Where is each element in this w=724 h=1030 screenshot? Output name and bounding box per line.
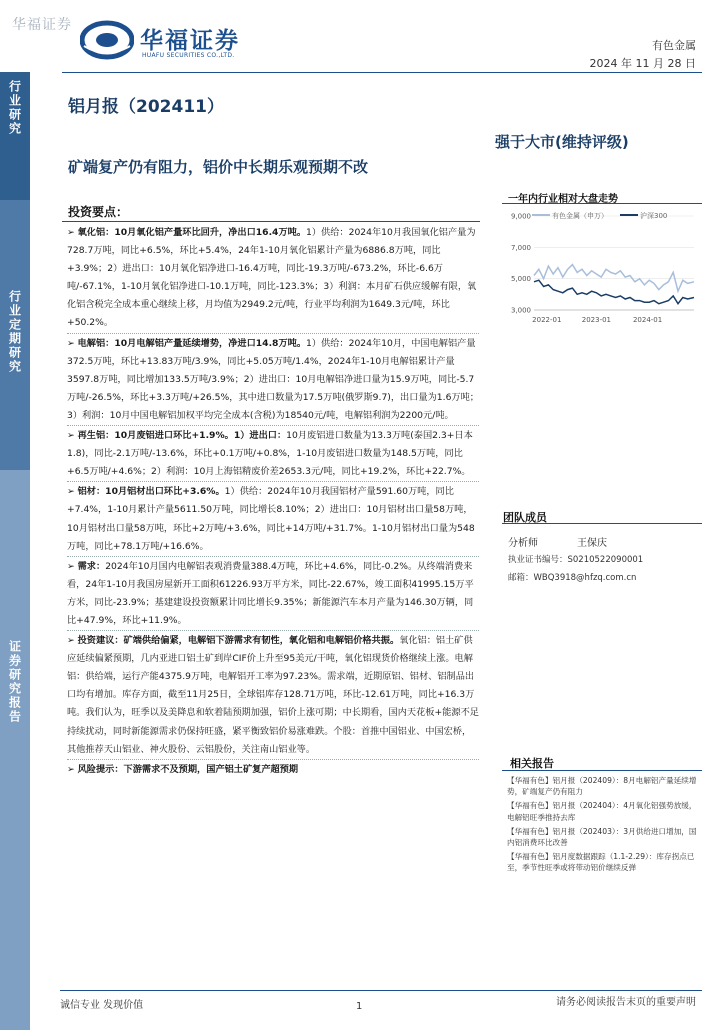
- logo-subtext: HUAFU SECURITIES CO.,LTD.: [142, 52, 235, 59]
- report-subtitle: 矿端复产仍有阻力，铝价中长期乐观预期不改: [68, 158, 369, 176]
- x-tick-label: 2022-01: [532, 316, 562, 324]
- para-heading: 铝材：10月铝材出口环比+3.6%。: [77, 486, 225, 498]
- analyst-name: 王保庆: [577, 538, 607, 549]
- related-link[interactable]: 【华福有色】铝月报（202409）：8月电解铝产量延续增势，矿端复产仍有阻力: [507, 776, 697, 797]
- team-rule: [502, 523, 702, 524]
- sidebar-label-periodic: 行业定期研究: [7, 290, 22, 374]
- bullet-icon: ➢: [67, 337, 75, 349]
- sidebar-block-3: [0, 470, 30, 1030]
- trend-chart: [502, 206, 702, 330]
- para-recycled: [67, 427, 479, 481]
- bullet-icon: ➢: [67, 763, 75, 775]
- related-list: [507, 775, 697, 877]
- series-line-sector: [534, 265, 694, 292]
- para-text: 氧化铝：铝土矿供应延续偏紧预期，几内亚进口铝土矿到岸CIF价上升至95美元/干吨，氧化铝现货价格继续上涨。电解铝：供给端，运行产能4375.9万吨，电解铝开工率为97.23%。需求端，近期原铝、铝材、铝制品出口均有增加。库存方面，截至11月25日，全球铝库存128.71万吨，环比-12.61万吨，同比+16.3万吨。我们认为，旺季以及美降息和软着陆预期加强，铝价上涨可期；中长期看，国内天花板+能源不足持续扰动，同时新能源需求仍保持旺盛，紧平衡致铝价易涨难跌。个股：首推中国铝业、中国宏桥，其他推荐天山铝业、神火股份、云铝股份，关注南山铝业等。: [67, 635, 479, 755]
- divider: [67, 759, 479, 760]
- divider: [67, 481, 479, 482]
- bullet-icon: ➢: [67, 486, 75, 498]
- analyst-role: 分析师: [508, 538, 538, 549]
- watermark: 华福证券: [12, 17, 72, 33]
- para-aluminum-products: [67, 483, 479, 555]
- x-tick-label: 2023-01: [581, 316, 612, 324]
- divider: [67, 556, 479, 557]
- chart-title: 一年内行业相对大盘走势: [508, 194, 618, 205]
- para-electrolytic: [67, 335, 479, 425]
- para-investment: [67, 632, 479, 759]
- footer-slogan: 诚信专业 发现价值: [60, 1000, 144, 1011]
- company-logo-icon: [80, 20, 134, 60]
- para-alumina: [67, 224, 479, 333]
- para-text: 1）供给：2024年10月我国铝材产量591.60万吨，同比+7.4%，1-10月累计产量5611.50万吨，同比增长8.10%；2）进出口：10月铝材出口量58万吨，10月铝材出口量58万吨，环比+2万吨/+3.6%，同比+14万吨/+31.7%。1-10月铝材出口量为548万吨，同比+78.1万吨/+16.6%。: [67, 486, 475, 552]
- para-heading: 氧化铝：10月氧化铝产量环比回升，净出口16.4万吨。: [77, 227, 307, 238]
- legend-swatch-sector: [532, 214, 550, 216]
- para-risk: [67, 761, 479, 779]
- related-link[interactable]: 【华福有色】铝月度数据跟踪（1.1-2.29）：库存拐点已至，季节性旺季或将带动铝价继续反弹: [507, 852, 695, 873]
- para-text: 10月废铝进口数量为13.3万吨(泰国2.3+日本1.8)，同比-2.1万吨/-13.6%，环比+0.1万吨/+0.8%，1-10月废铝进口数量为148.5万吨，同比+6.5万吨/+4.6%；2）利润：10月上海铝精废价差2653.3元/吨，同比+19.2%，环比+22.7%。: [67, 430, 473, 478]
- related-link[interactable]: 【华福有色】铝月报（202403）：3月供给进口增加，国内铝消费环比改善: [507, 826, 697, 848]
- related-rule: [502, 770, 702, 771]
- report-title: 铝月报（202411）: [68, 97, 224, 117]
- bullet-icon: ➢: [67, 227, 75, 238]
- sidebar-label-report: 证券研究报告: [7, 640, 22, 724]
- sidebar-label-industry: 行业研究: [7, 80, 22, 136]
- analyst-email: 邮箱：WBQ3918@hfzq.com.cn: [508, 573, 637, 583]
- y-tick-label: 3,000: [510, 306, 531, 315]
- para-heading: 电解铝：10月电解铝产量延续增势，净进口14.8万吨。: [77, 337, 307, 349]
- body-text: [67, 224, 479, 779]
- legend-label-csi300: 沪深300: [640, 212, 668, 220]
- sidebar-block-1: [0, 72, 30, 200]
- para-heading: 需求：: [77, 560, 106, 572]
- related-link[interactable]: 【华福有色】铝月报（202404）：4月氧化铝强势放缓，电解铝旺季推持去库: [507, 801, 697, 822]
- sidebar-block-2: [0, 200, 30, 470]
- chart-grid: [534, 216, 694, 310]
- chart-y-ticks: [511, 213, 531, 315]
- chart-series: [534, 265, 694, 304]
- chart-legend: [532, 211, 667, 220]
- y-tick-label: 7,000: [510, 243, 531, 252]
- legend-swatch-csi300: [620, 214, 638, 216]
- bullet-icon: ➢: [67, 430, 75, 442]
- divider: [67, 425, 479, 426]
- logo-text: 华福证券: [140, 28, 240, 54]
- page-number: 1: [356, 1001, 363, 1012]
- rating: 强于大市(维持评级): [495, 133, 629, 151]
- bullet-icon: ➢: [67, 635, 75, 647]
- para-heading: 风险提示：下游需求不及预期，国产铝土矿复产超预期: [77, 763, 299, 775]
- para-heading: 再生铝：10月废铝进口环比+1.9%。1）进出口：: [77, 430, 287, 442]
- footer-rule: [60, 990, 702, 991]
- series-line-csi300: [534, 280, 694, 304]
- legend-label-sector: 有色金属（申万）: [552, 212, 608, 220]
- y-tick-label: 9,000: [510, 212, 531, 221]
- para-text: 1）供给：2024年10月我国氧化铝产量为728.7万吨，同比+6.5%，环比+5.4%，24年1-10月氧化铝累计产量为6886.8万吨，同比+3.9%；2）进出口：10月氧化铝净进口-16.4万吨，同比-19.3万吨/-673.2%，环比-6.6万吨/-67.1%，1-10月氧化铝净进口-10.1万吨，同比-123.3%；3）利润：本月矿石供应缓解有限，氧化铝含税完全成本重心继续上移，月均值为2949.2元/吨，行业平均利润为1649.3元/吨，环比+50.2%。: [67, 227, 477, 329]
- chart-x-ticks: [532, 316, 662, 324]
- para-text: 2024年10月国内电解铝表观消费量388.4万吨，环比+4.6%，同比-0.2%。从终端消费来看，24年1-10月我国房屋新开工面积61226.93万平方米，同比-22.67%，竣工面积41995.15万平方米，同比-23.9%；基建建设投资额累计同比增长9.35%；新能源汽车本月产量为146.30万辆，同比+47.9%，环比+11.9%。: [67, 560, 474, 626]
- section-rule: [62, 221, 480, 222]
- chart-rule: [502, 203, 702, 204]
- bullet-icon: ➢: [67, 560, 75, 572]
- report-date: 2024 年 11 月 28 日: [589, 57, 696, 70]
- x-tick-label: 2024-01: [632, 316, 663, 324]
- team-title: 团队成员: [503, 511, 547, 524]
- analyst-license: 执业证书编号：S0210522090001: [508, 555, 644, 565]
- footer-disclaimer: 请务必阅读报告末页的重要声明: [556, 997, 696, 1008]
- divider: [67, 333, 479, 334]
- sector-label: 有色金属: [652, 39, 696, 52]
- para-heading: 投资建议：矿端供给偏紧，电解铝下游需求有韧性，氧化铝和电解铝价格共振。: [77, 635, 400, 647]
- divider: [67, 630, 479, 631]
- header-rule: [62, 72, 702, 73]
- para-text: 1）供给：2024年10月，中国电解铝产量372.5万吨，环比+13.83万吨/3.9%，同比+5.05万吨/1.4%，2024年1-10月电解铝累计产量3597.8万吨，同比增加133.5万吨/3.9%；2）进出口：10月电解铝净进口量为15.9万吨，同比-5.7万吨/-26.5%，环比+3.3万吨/+26.5%，其中进口数量为17.5万吨(俄罗斯9.7)，出口量为1.6万吨；3）利润：10月中国电解铝加权平均完全成本(含税)为18540元/吨，电解铝利润为2200元/吨。: [67, 337, 479, 421]
- section-head: 投资要点：: [68, 205, 129, 219]
- y-tick-label: 5,000: [510, 275, 531, 284]
- para-demand: [67, 558, 479, 630]
- related-title: 相关报告: [510, 757, 554, 770]
